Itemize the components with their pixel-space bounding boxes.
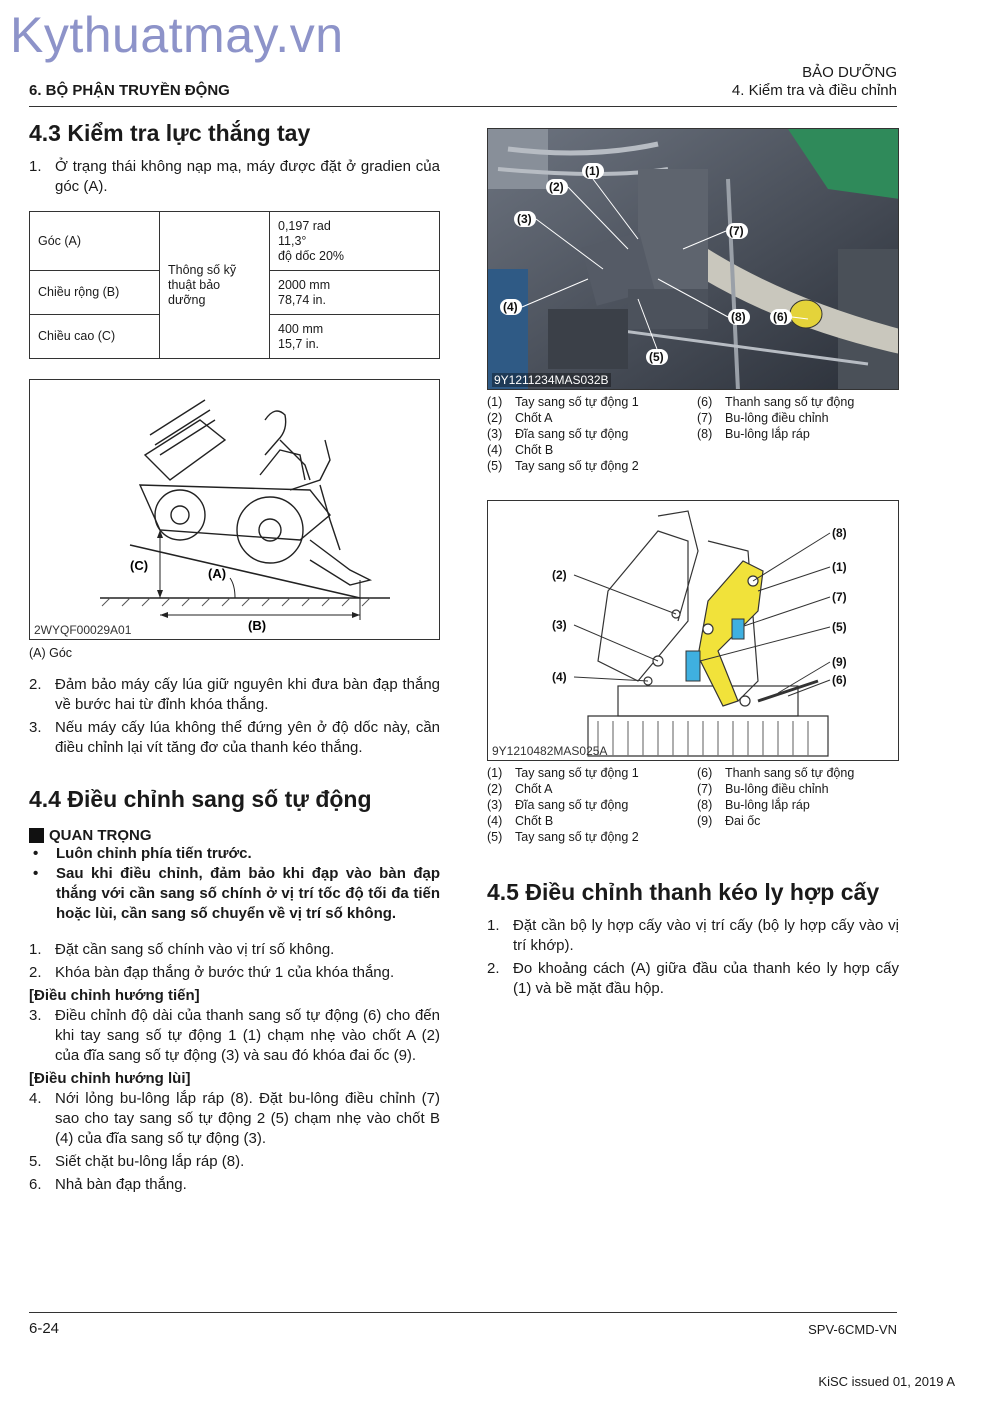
table-cell: Chiều rộng (B) [30,271,160,315]
heading-4-4: 4.4 Điều chỉnh sang số tự động [29,786,372,812]
callout-7: (7) [832,590,847,604]
step: 6. Nhả bàn đạp thắng. [29,1176,187,1193]
label-b: (B) [248,618,267,633]
callout-2: (2) [549,180,564,194]
engine-photo-figure [487,128,899,390]
label-c: (C) [130,558,149,573]
callout-6: (6) [773,310,788,324]
table-cell: 400 mm 15,7 in. [270,315,440,359]
section-title: 6. BỘ PHẬN TRUYỀN ĐỘNG [29,82,230,99]
legend-item: (7) Bu-lông điều chỉnh [697,782,829,796]
figure-1-legend [487,394,899,474]
figure-code: 9Y1211234MAS032B [494,373,609,387]
subheading-reverse: [Điều chỉnh hướng lùi] [29,1070,191,1087]
callout-7: (7) [729,224,744,238]
callout-3: (3) [517,212,532,226]
legend-item: (2) Chốt A [487,411,553,425]
callout-8: (8) [832,526,847,540]
bullet-item: • Luôn chỉnh phía tiến trước. [33,845,252,862]
engine-photo [488,129,899,390]
callout-1: (1) [832,560,847,574]
step: 1. Đặt cần sang số chính vào vị trí số không. [29,941,335,958]
step: 5. Siết chặt bu-lông lắp ráp (8). [29,1153,245,1170]
left-column [29,120,440,1198]
step: 3. Nếu máy cấy lúa không thể đứng yên ở độ dốc này, cần điều chỉnh lại vít tăng đơ của thanh kéo thắng. [29,719,440,756]
step: 2. Đảm bảo máy cấy lúa giữ nguyên khi đưa bàn đạp thắng về bước hai từ đỉnh khóa thắng. [29,676,440,713]
watermark: Kythuatmay.vn [10,7,344,63]
legend-item: (6) Thanh sang số tự động [697,766,855,780]
table-cell: Góc (A) [30,212,160,271]
footer-divider [29,1312,897,1313]
table-cell: 0,197 rad 11,3° độ dốc 20% [270,212,440,271]
heading-4-5: 4.5 Điều chỉnh thanh kéo ly hợp cấy [487,879,880,905]
step: 2. Khóa bàn đạp thắng ở bước thứ 1 của khóa thắng. [29,964,395,981]
table-cell-spec-label: Thông số kỹ thuật bảo dưỡng [160,212,270,359]
callout-2: (2) [552,568,567,582]
linkage-diagram [488,501,899,761]
legend-item: (5) Tay sang số tự động 2 [487,459,639,473]
important-label: QUAN TRỌNG [29,827,440,844]
step: 1. Đặt cần bộ ly hợp cấy vào vị trí cấy (bộ ly hợp cấy vào vị trí khớp). [487,917,899,954]
callout-4: (4) [503,300,518,314]
table-cell: Chiều cao (C) [30,315,160,359]
important-square-icon [29,828,44,843]
legend-item: (8) Bu-lông lắp ráp [697,427,810,441]
legend-item: (9) Đai ốc [697,814,761,828]
figure-code: 9Y1210482MAS025A [492,744,608,758]
legend-item: (4) Chốt B [487,814,554,828]
header-divider [29,106,897,107]
heading-4-3: 4.3 Kiểm tra lực thắng tay [29,120,311,146]
callout-9: (9) [832,655,847,669]
linkage-diagram-figure [487,500,899,761]
slope-figure [29,379,440,640]
legend-item: (5) Tay sang số tự động 2 [487,830,639,844]
legend-item: (1) Tay sang số tự động 1 [487,766,639,780]
bullet-item: • Sau khi điều chỉnh, đảm bảo khi đạp vào bàn đạp thắng với cần sang số chính ở vị trí tốc độ tối đa tiến hoặc lùi, cần sang số chuyển về vị trí số không. [33,865,440,922]
legend-item: (2) Chốt A [487,782,553,796]
step: 2. Đo khoảng cách (A) giữa đầu của thanh kéo ly hợp cấy (1) và bề mặt đầu hộp. [487,960,899,997]
legend-item: (8) Bu-lông lắp ráp [697,798,810,812]
callout-8: (8) [731,310,746,324]
right-column [487,128,899,1002]
legend-item: (7) Bu-lông điều chỉnh [697,411,829,425]
subchapter-title: 4. Kiểm tra và điều chỉnh [731,82,897,99]
legend-item: (3) Đĩa sang số tự động [487,427,629,441]
legend-item: (4) Chốt B [487,443,554,457]
header-right [732,64,897,100]
subheading-forward: [Điều chỉnh hướng tiến] [29,987,200,1004]
page-number: 6-24 [29,1320,60,1337]
legend-item: (3) Đĩa sang số tự động [487,798,629,812]
figure-code: 2WYQF00029A01 [34,623,132,637]
chapter-title: BẢO DƯỠNG [802,64,897,81]
callout-6: (6) [832,673,847,687]
callout-1: (1) [585,164,600,178]
figure-2-legend [487,765,899,845]
legend-item: (6) Thanh sang số tự động [697,395,855,409]
figure-caption: (A) Góc [29,646,73,660]
document-code: SPV-6CMD-VN [808,1322,897,1337]
transplanter-on-slope-illustration [30,380,440,640]
callout-4: (4) [552,670,567,684]
issued-note: KiSC issued 01, 2019 A [818,1374,955,1389]
table-cell: 2000 mm 78,74 in. [270,271,440,315]
step: 1. Ở trạng thái không nạp mạ, máy được đặt ở gradien của góc (A). [29,158,440,195]
legend-item: (1) Tay sang số tự động 1 [487,395,639,409]
step: 4. Nới lỏng bu-lông lắp ráp (8). Đặt bu-lông điều chỉnh (7) sao cho tay sang số tự động 2 (5) chạm nhẹ vào chốt B (4) của đĩa sang số tự động (3). [29,1090,440,1147]
callout-3: (3) [552,618,567,632]
spec-table [29,211,440,359]
callout-5: (5) [649,350,664,364]
callout-5: (5) [832,620,847,634]
label-a: (A) [208,566,227,581]
step: 3. Điều chỉnh độ dài của thanh sang số tự động (6) cho đến khi tay sang số tự động 1 (1) chạm nhẹ vào chốt A (2) của đĩa sang số tự động (3) và sau đó khóa đai ốc (9). [29,1007,440,1064]
